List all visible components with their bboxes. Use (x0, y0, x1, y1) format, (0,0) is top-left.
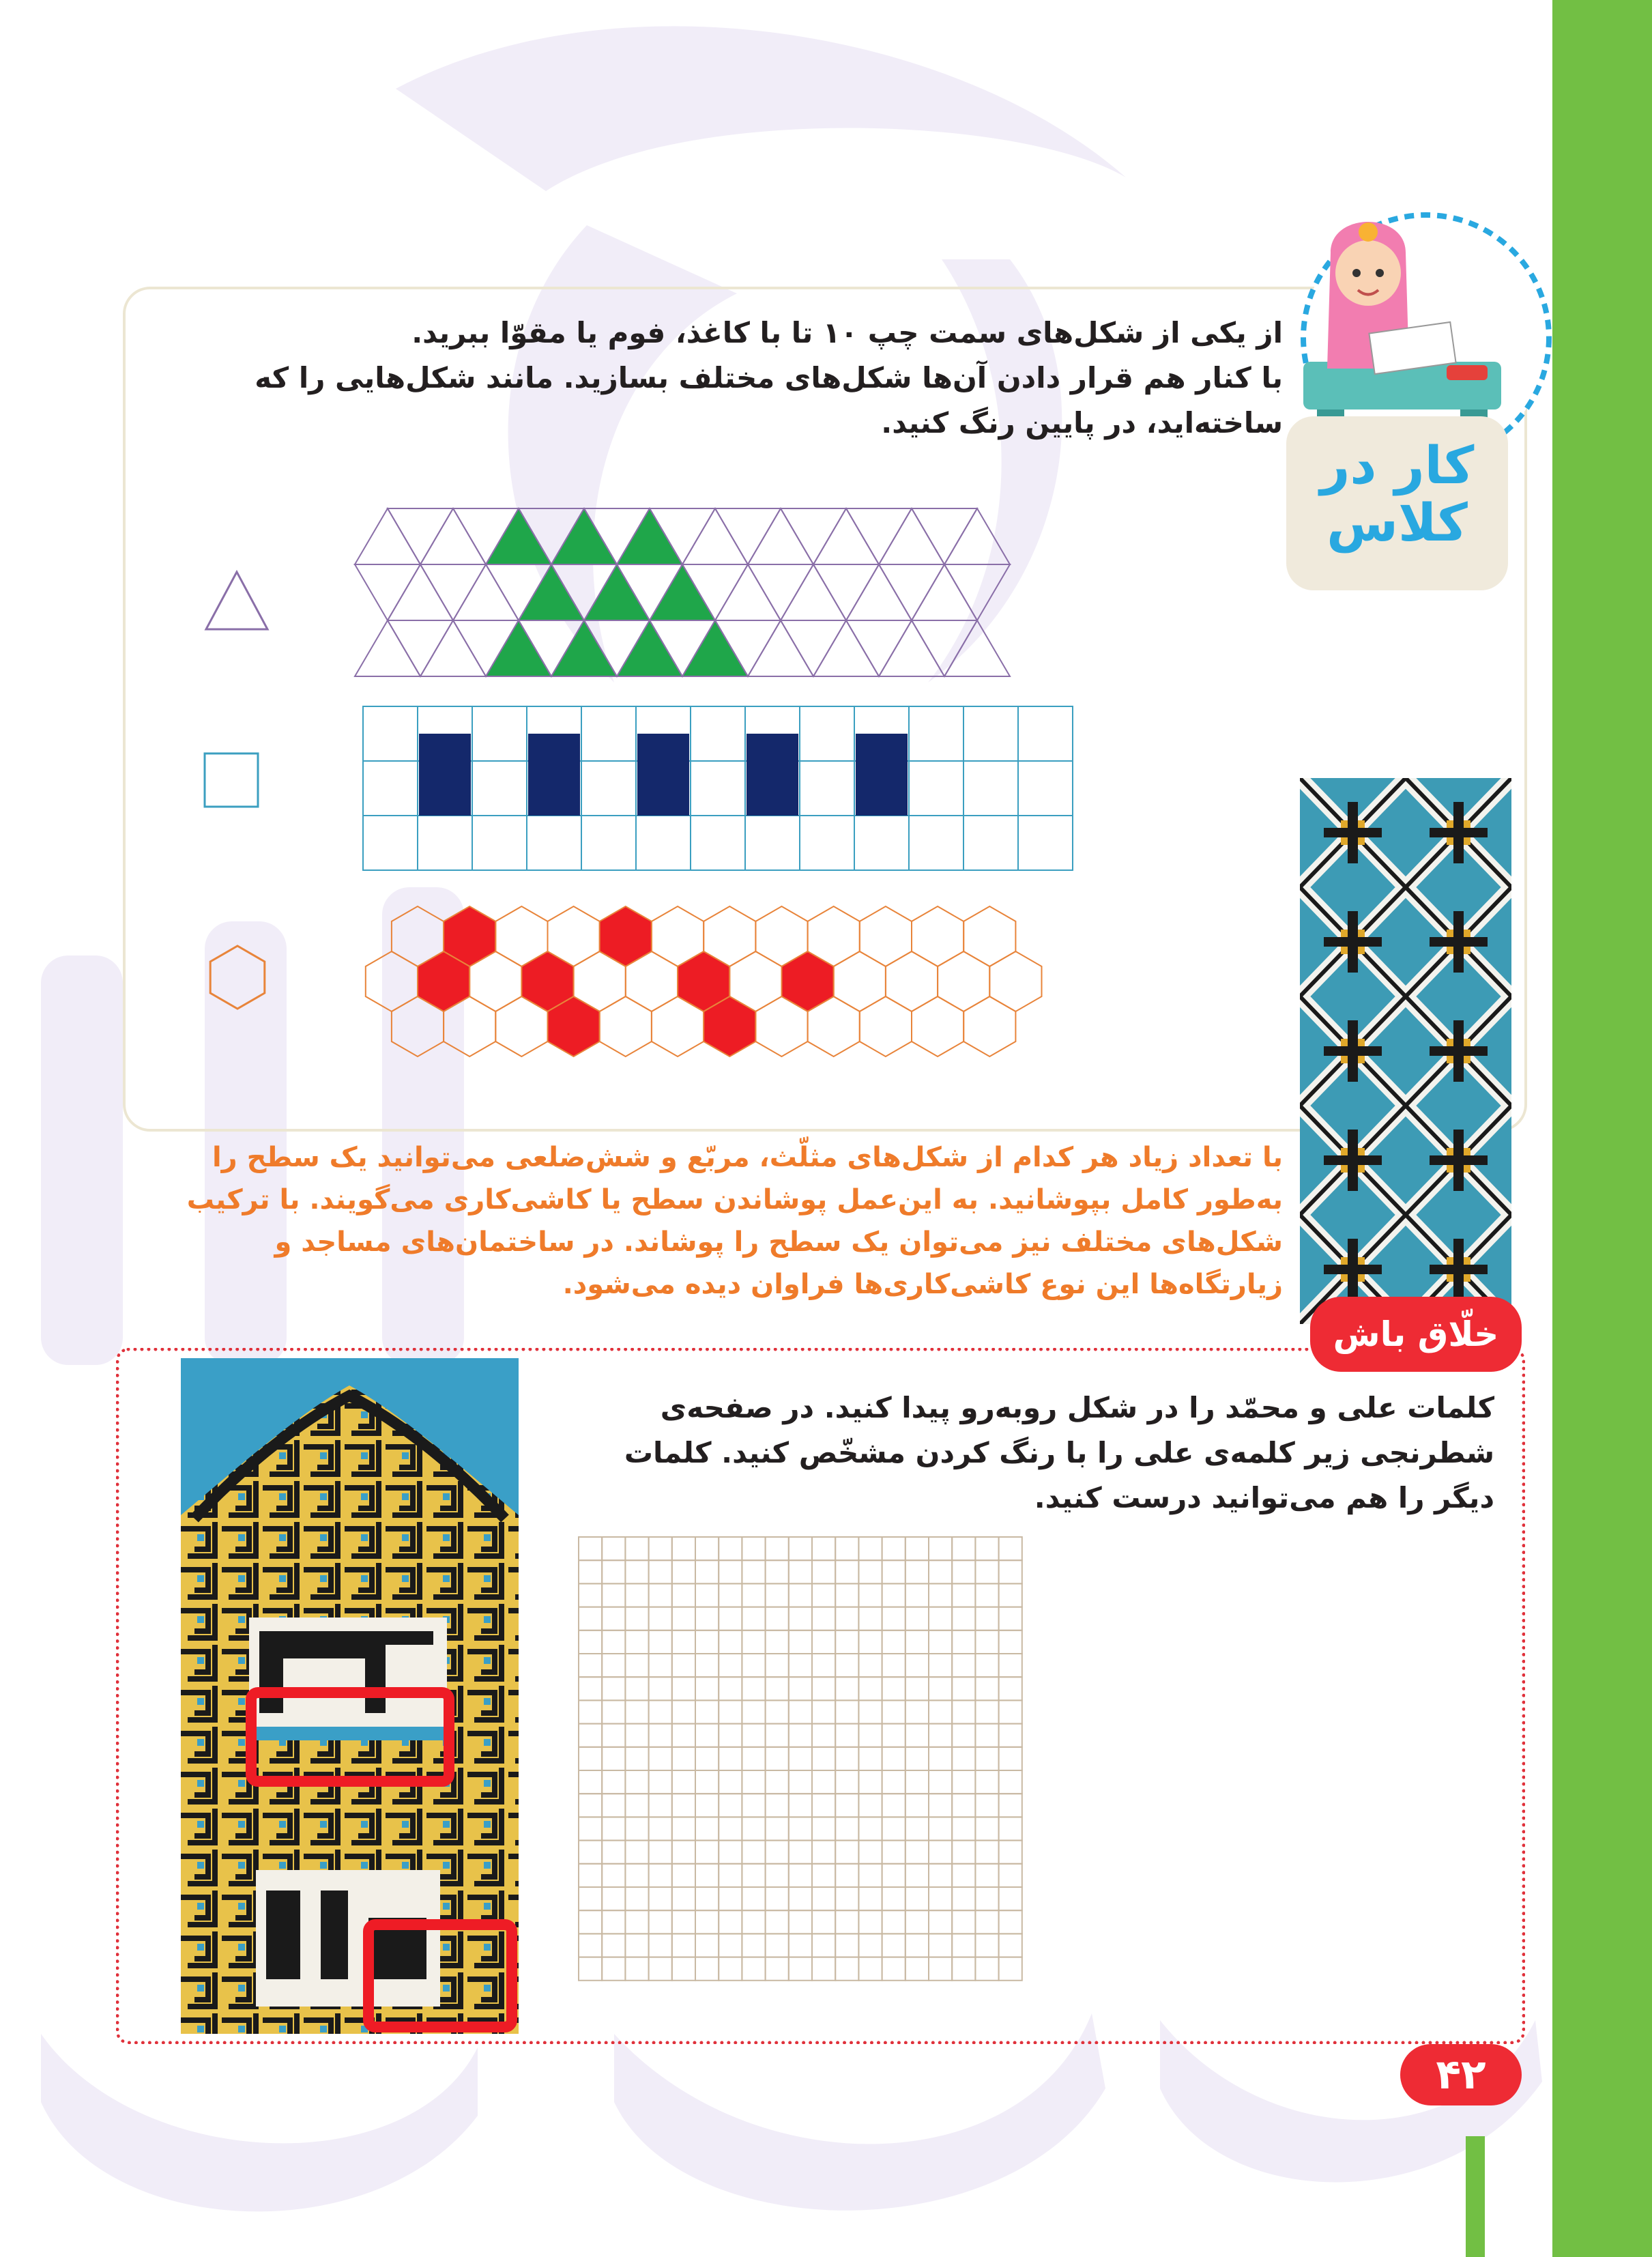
tile-pattern-photo (1300, 778, 1511, 1324)
be-creative-label: خلّاق باش (1333, 1314, 1499, 1354)
be-creative-badge (1310, 1297, 1522, 1372)
creative-instructions: کلمات علی و محمّد را در شکل روبه‌رو پیدا کنید. در صفحه‌ی شطرنجی زیر کلمه‌ی علی را با رنگ کردن مشخّص کنید. کلمات دیگر را هم می‌توانید درست کنید. (624, 1391, 1494, 1514)
class-work-badge-label: کار در کلاس (1320, 435, 1475, 553)
info-paragraph: با تعداد زیاد هر کدام از شکل‌های مثلّث، مربّع و شش‌ضلعی می‌توانید یک سطح را به‌طور کامل بپوشانید. به این‌عمل پوشاندن سطح یا کاشی‌کاری می‌گویند. با ترکیب شکل‌های مختلف نیز می‌توان یک سطح را پوشاند. در ساختمان‌های مساجد و زیارتگاه‌ها این نوع کاشی‌کاری‌ها فراوان دیده می‌شود. (186, 1142, 1283, 1300)
instruction-line-2: با کنار هم قرار دادن آن‌ها شکل‌های مختلف بسازید. مانند شکل‌هایی را که ساخته‌اید، در پایین رنگ کنید. (255, 361, 1283, 440)
instruction-line-1: از یکی از شکل‌های سمت چپ ۱۰ تا با کاغذ، فوم یا مقوّا ببرید. (411, 316, 1283, 349)
bottom-green-stripe (1466, 2136, 1485, 2257)
instructions (164, 311, 1283, 446)
side-green-bar (1552, 0, 1652, 2257)
class-work-badge (1286, 416, 1508, 590)
mosque-tile-photo (181, 1358, 519, 2034)
page-number-value: ۴۲ (1436, 2051, 1486, 2099)
page-number (1400, 2044, 1522, 2105)
